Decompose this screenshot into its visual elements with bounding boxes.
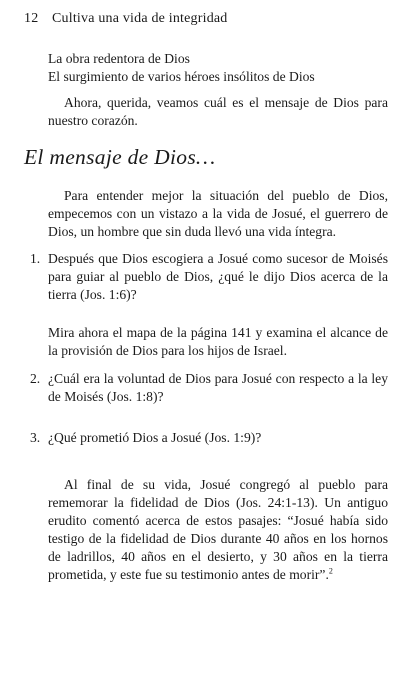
question-text: ¿Cuál era la voluntad de Dios para Josué con respecto a la ley de Moisés (Jos. 1:8)?	[48, 371, 388, 404]
closing-paragraph	[48, 476, 388, 584]
question-number: 3.	[30, 430, 41, 445]
running-head-title: Cultiva una vida de integridad	[52, 11, 228, 26]
question-number: 1.	[30, 251, 41, 266]
question-number: 2.	[30, 371, 41, 386]
list-line: El surgimiento de varios héroes insólitos de Dios	[48, 69, 315, 84]
question-text: Después que Dios escogiera a Josué como sucesor de Moisés para guiar al pueblo de Dios, ¿qué le dijo Dios acerca de la tierra (Jos. 1:6)?	[48, 251, 388, 302]
running-head	[24, 10, 228, 28]
question-2	[30, 370, 388, 406]
question-1	[30, 250, 388, 304]
list-line: La obra redentora de Dios	[48, 51, 190, 66]
intro-paragraph: Ahora, querida, veamos cuál es el mensaje de Dios para nuestro corazón.	[48, 95, 388, 128]
map-note-paragraph: Mira ahora el mapa de la página 141 y examina el alcance de la provisión de Dios para los hijos de Israel.	[48, 325, 388, 358]
section-intro-paragraph: Para entender mejor la situación del pueblo de Dios, empecemos con un vistazo a la vida de Josué, el guerrero de Dios, un hombre que sin duda llevó una vida íntegra.	[48, 188, 388, 239]
footnote-marker: 2	[328, 566, 333, 576]
page-number: 12	[24, 11, 39, 26]
section-heading: El mensaje de Dios…	[24, 145, 216, 169]
list-block	[48, 50, 388, 86]
question-3	[30, 429, 388, 447]
question-text: ¿Qué prometió Dios a Josué (Jos. 1:9)?	[48, 430, 262, 445]
closing-paragraph-text: Al final de su vida, Josué congregó al pueblo para rememorar la fidelidad de Dios (Jos. 24:1-13). Un antiguo erudito comentó acerca de estos pasajes: “Josué había sido testigo de la fidelidad de Dios durante 40 años en los hornos de ladrillos, 40 años en el desierto, y 30 años en la tierra prometida, y este fue su testimonio antes de morir”.	[48, 477, 388, 582]
